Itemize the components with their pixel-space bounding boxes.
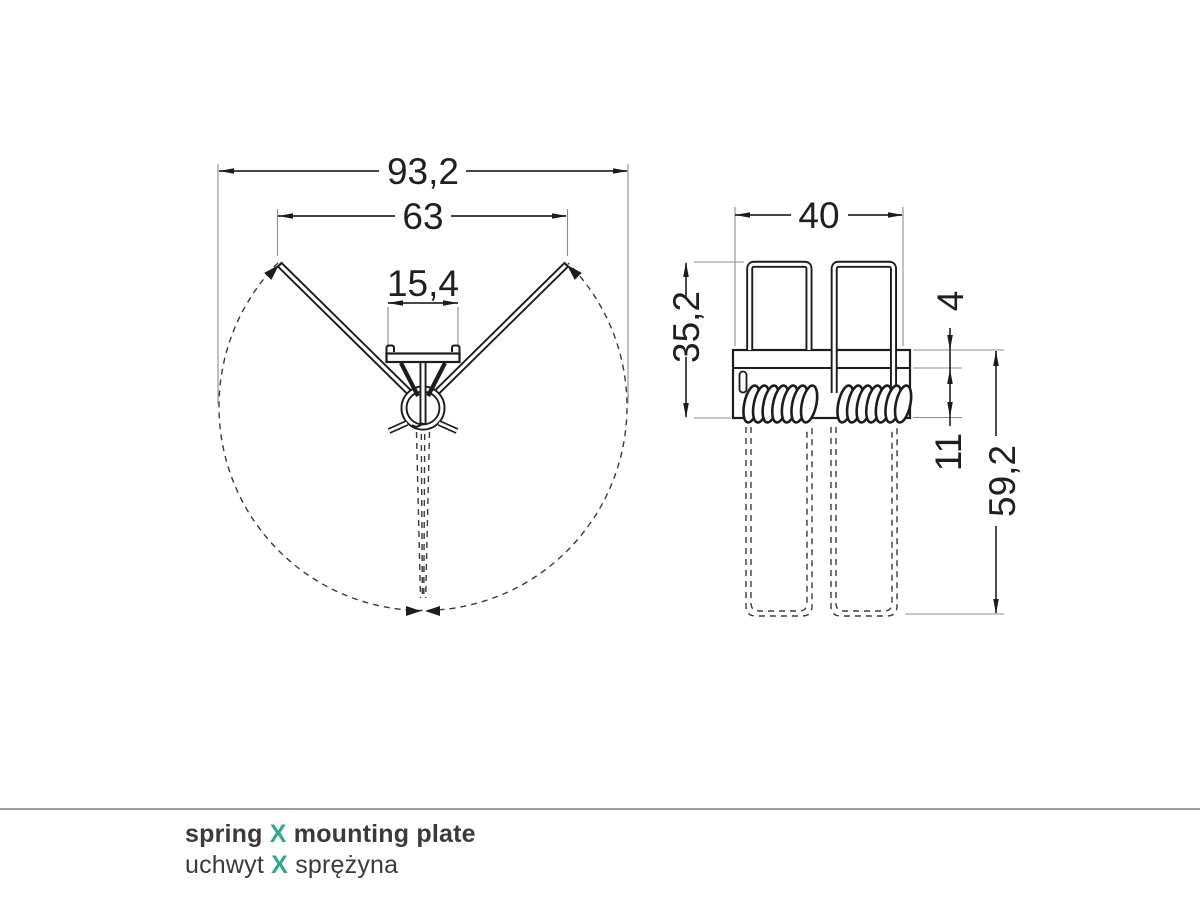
dim-width-label: 40 — [798, 195, 840, 236]
dim-overall-swing — [219, 151, 628, 192]
swing-arc — [219, 263, 627, 610]
dim-overall-swing-label: 93,2 — [386, 151, 460, 192]
caption — [185, 819, 476, 881]
mounting-plate-bar — [387, 346, 460, 363]
dim-arm-span — [278, 196, 567, 237]
dim-width — [735, 195, 903, 236]
caption-line-pl — [185, 850, 476, 881]
caption-pl-x: X — [271, 851, 289, 879]
dim-arm-span-label: 63 — [402, 196, 444, 237]
side-view — [666, 195, 1023, 616]
dim-plate-width — [387, 263, 459, 306]
dim-plate-width-label: 15,4 — [386, 263, 460, 304]
caption-line-en — [185, 819, 476, 850]
dim-arm-height — [666, 262, 707, 418]
caption-en-x: X — [269, 820, 287, 848]
caption-en-word1: spring — [185, 820, 263, 848]
arm-down-dashed-rects — [746, 427, 897, 616]
dim-total-drop — [982, 351, 1023, 614]
front-view — [218, 151, 628, 616]
dim-total-drop-label: 59,2 — [982, 444, 1023, 518]
rotation-arrowheads — [264, 265, 582, 616]
caption-pl-word1: uchwyt — [185, 851, 265, 879]
caption-en-rest: mounting plate — [293, 820, 476, 848]
dim-plate-thickness-label: 4 — [930, 290, 971, 312]
arm-down-dashed-lines — [417, 432, 430, 598]
plate-slot — [740, 372, 747, 393]
caption-divider — [0, 808, 1200, 810]
dim-coil-depth — [928, 369, 969, 471]
dim-coil-depth-label: 11 — [928, 432, 969, 472]
caption-pl-rest: sprężyna — [295, 851, 399, 879]
side-left-arm — [750, 264, 809, 350]
dim-arm-height-label: 35,2 — [666, 290, 707, 364]
